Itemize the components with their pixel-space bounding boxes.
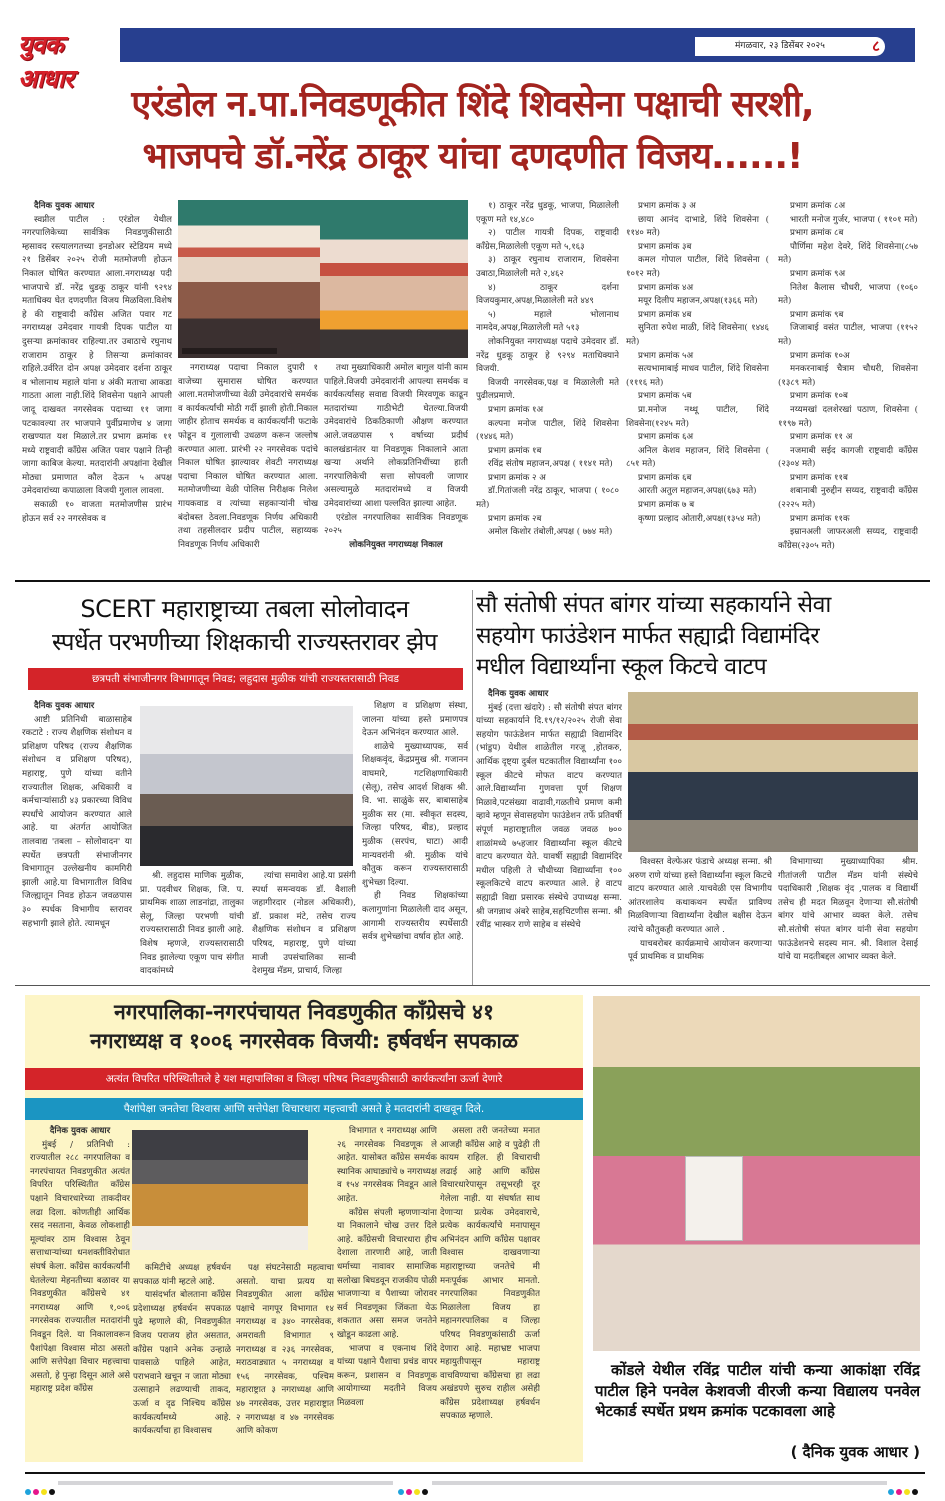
paragraph: सत्यभामाबाई माधव पाटील, शिंदे शिवसेना (१११६ मते) (626, 364, 769, 388)
paragraph: प्रभाग क्रमांक ७ ब (638, 500, 695, 511)
paragraph: १) ठाकूर नरेंद्र धुडकू, भाजपा, मिळालेली एकूण मते १४,४८० (476, 201, 619, 225)
paragraph: स्वप्नील पाटील : एरंडोल येथील नगरपालिकेच्या सार्वत्रिक निवडणुकीसाठी म्हसावद रस्त्यालगतच्या इनडोअर स्टेडियम मध्ये २१ डिसेंबर २०२५ रोजी मतमोजणी होऊन निकाल घोषित करण्यात आला.नगराध्यक्ष पदी भाजपाचे डॉ. नरेंद्र धुडकू ठाकूर यांनी ९२९४ मताधिक्य घेत दणदणीत विजय मिळविला.विशेष हे की राष्ट्रवादी काँग्रेस अजित पवार गट नगराध्यक्ष उमेदवार गायत्री दिपक पाटील या दुसऱ्या क्रमांकावर राहिल्या.तर उबाठाचे रघुनाथ राजाराम ठाकूर हे तिसऱ्या क्रमांकावर राहिले.उर्वरित दोन अपक्ष उमेदवार दर्शना ठाकूर व भोलानाथ महाले यांना ४ अंकी मताचा आकडा गाठता आला नाही.शिंदे शिवसेना पक्षाने आपली जादू दाखवत नगरसेवक पदाच्या ११ जागा पटकावल्या तर भाजपाने पुर्वीप्रमाणेच ४ जागा राखण्यात यश मिळाले.तर प्रभाग क्रमांक ११ मध्ये राष्ट्रवादी काँग्रेस अजित पवार पक्षाने तिन्ही जागा काबिज केल्या. मतदारांनी अपक्षांना देखील मोठ्या प्रमाणात कौल देऊन ५ अपक्ष उमेदवारांच्या कपाळाला विजयी गुलाल लावला. (22, 214, 172, 497)
scert-column-1 (22, 700, 132, 980)
congress-headline-line1: नगरपालिका-नगरपंचायत निवडणुकीत काँग्रेसचे ४१ (114, 1000, 494, 1024)
subheading: लोकनियुक्त नगराध्यक्ष निकाल (349, 539, 443, 550)
paragraph: प्रभाग क्रमांक ४ब (638, 309, 692, 320)
paragraph: कमिटीचे अध्यक्ष हर्षवर्धन सपकाळ यांनी म्हटले आहे. (133, 1263, 231, 1287)
byline: दैनिक युवक आधार (34, 701, 95, 711)
kits-headline-line1: सौ संतोषी संपत बांगर यांच्या सहकार्याने सेवा (476, 592, 831, 618)
paragraph: आष्टी प्रतिनिधी बाळासाहेब रकटाटे : राज्य शैक्षणिक संशोधन व प्रशिक्षण परिषद (राज्य शैक्षणिक संशोधन व प्रशिक्षण परिषद), महाराष्ट्र, पुणे यांच्या वतीने राज्यातील शिक्षक, अधिकारी व कर्मचाऱ्यांसाठी ४३ प्रकारच्या विविध स्पर्धांचे आयोजन करण्यात आले आहे. या अंतर्गत आयोजित तालवाद्य 'तबला – सोलोवादन' या स्पर्धेत छत्रपती संभाजीनगर विभागातून उल्लेखनीय कामगिरी झाली आहे.या विभागातील विविध जिल्ह्यातून निवड होऊन जवळपास ३० स्पर्धक विभागीय स्तरावर सहभागी झाले होते. त्यामधून (22, 714, 132, 929)
paragraph: २) पाटील गायत्री दिपक, राष्ट्रवादी काँग्रेस,मिळालेली एकूण मते ५,१६३ (476, 228, 619, 252)
registration-marks-middle (398, 1480, 430, 1499)
congress-photo-speaker (132, 1130, 308, 1250)
paragraph: लोकनियुक्त नगराध्यक्ष पदाचे उमेदवार डॉ. नरेंद्र धुडकू ठाकूर हे ९२९४ मताधिक्याने विजयी. (476, 336, 619, 375)
black-dot-icon (49, 1489, 55, 1495)
paragraph: प्रभाग क्रमांक ११ब (790, 472, 848, 483)
paragraph: कल्पना मनोज पाटील, शिंदे शिवसेना (१४४६ मते) (476, 418, 619, 443)
congress-headline-line2: नगराध्यक्ष व १००६ नगरसेवक विजयी: हर्षवर्धन सपकाळ (90, 1029, 518, 1053)
award-photo (593, 996, 920, 1351)
paragraph: यासंदर्भात बोलताना काँग्रेस प्रदेशाध्यक्ष हर्षवर्धन सपकाळ पुढे म्हणाले की, निवडणुकीत विजय पराजय होत असतात, काँग्रेस पक्षाने अनेक उन्हाळे पावसाळे पाहिले आहेत, पराभवाने खचून न जाता मोठ्या उत्साहाने लढण्याची ताकद, ऊर्जा व दृढ निश्चिय काँग्रेस कार्यकर्त्यांमध्ये आहे. कार्यकर्त्यांचा हा विश्वासच (133, 1290, 231, 1437)
paragraph: कमल गोपाल पाटील, शिंदे शिवसेना ( १०१२ मते) (626, 255, 769, 279)
black-dot-icon (912, 1489, 918, 1495)
paragraph: प्रभाग क्रमांक ५ब (638, 391, 692, 402)
paragraph: प्रभाग क्रमांक १०ब (790, 391, 848, 402)
kits-column-3: विभागाच्या मुख्याध्यापिका श्रीम. गीतांजली पाटील मॅडम यांनी संस्थेचे पदाधिकारी ,शिक्षक वृंद ,पालक व विद्यार्थी तसेच ही मदत मिळवून देणाऱ्या सौ.संतोषी बांगर यांचे आभार व्यक्त केले. तसेच सौ.संतोषी संपत बांगर यांनी सेवा सहयोग फाऊंडेशनचे सदस्य मान. श्री. विशाल देसाई यांचे या मदतीबद्दल आभार व्यक्त केले. (778, 857, 918, 963)
paragraph: याचबरोबर कार्यक्रमाचे आयोजन करणाऱ्या पूर्व प्राथमिक व प्राथमिक (628, 938, 772, 963)
paragraph: सकाळी १० वाजता मतमोजणीस प्रारंभ होऊन सर्व २२ नगरसेवक व (22, 500, 172, 524)
paragraph: प्रभाग क्रमांक ३ब (638, 241, 692, 252)
paragraph: सुनिता रुपेश माळी, शिंदे शिवसेना( १४४६ मते) (626, 323, 769, 347)
paragraph: ५) महाले भोलानाथ नामदेव,अपक्ष,मिळालेली मते ५१३ (476, 309, 619, 334)
paragraph: शाळेचे मुख्याध्यापक, सर्व शिक्षकवृंद, केंद्रप्रमुख श्री. गजानन वाघमारे, गटशिक्षणाधिकारी (सेलू), तसेच आदर्श शिक्षक श्री. वि. भा. साळुंके सर, बाबासाहेब मुळीक सर (मा. स्वीकृत सदस्य, जिल्हा परिषद, बीड), प्रल्हाद मुळीक (सरपंच, घाटा) आदी मान्यवरांनी श्री. मुळीक यांचे कौतुक करून राज्यस्तरासाठी शुभेच्छा दिल्या. (362, 741, 468, 888)
scert-column-2: श्री. लहुदास माणिक मुळीक, प्रा. पदवीधर शिक्षक, जि. प. प्राथमिक शाळा लाडनांद्रा, तालुका सेलू, जिल्हा परभणी यांची राज्यस्तरासाठी निवड झाली आहे. विशेष म्हणजे, राज्यस्तरासाठी निवड झालेल्या एकूण पाच संगीत वादकांमध्ये (140, 871, 244, 977)
kits-column-2 (628, 856, 772, 980)
paragraph: विभागात १ नगराध्यक्ष आणि २६ नगरसेवक निवडणूक ले आहेत. यासोबत काँग्रेस समर्थक स्थानिक आघाड्यांचे ७ नगराध्यक्ष व १५४ नगरसेवक निवडून आले आहेत. (337, 1126, 437, 1204)
paragraph: प्रभाग क्रमांक ८ब (790, 228, 844, 239)
scert-subhead-bar: छत्रपती संभाजीनगर विभागातून निवड; लहुदास मुळीक यांची राज्यस्तरासाठी निवड (28, 668, 463, 690)
paragraph: भाजपा व एकनाथ शिंदे यांच्या पक्षाने पैशाचा प्रचंड वापर करून, प्रशासन व निवडणूक आयोगाच्या मदतीने विजय मिळवला (337, 1343, 437, 1408)
cyan-dot-icon (25, 1489, 31, 1495)
cyan-dot-icon (888, 1489, 894, 1495)
footer-bar-left (58, 1481, 393, 1485)
paragraph: आरती अतुल महाजन,अपक्ष(६७३ मते) (638, 486, 757, 497)
yellow-dot-icon (904, 1489, 910, 1495)
paragraph: पौर्णिमा महेश देवरे, शिंदे शिवसेना(८५७ मते) (778, 241, 918, 266)
paragraph: विजयी नगरसेवक,पक्ष व मिळालेली मते पुढीलप्रमाणे. (476, 377, 619, 402)
byline: दैनिक युवक आधार (488, 689, 549, 699)
lead-results-column-3 (778, 200, 918, 575)
lead-column-1 (22, 200, 172, 575)
congress-column-5: असला तरी जनतेच्या मनात आजही काँग्रेस आहे व पुढेही ती कायम राहिल. ही विचाराची लढाई आहे आणि काँग्रेस विचारधारेपासून तसूभरही दूर गेलेला नाही. या संघर्षात साथ देणाऱ्या प्रत्येक उमेदवाराचे, प्रत्येक कार्यकर्त्यांचे मनापासून अभिनंदन आणि काँग्रेस पक्षावर विश्वास दाखवणाऱ्या महाराष्ट्राच्या जनतेचे मी मनःपूर्वक आभार मानतो. नगरपालिका निवडणुकीत मिळालेला विजय हा महानगरपालिका व जिल्हा परिषद निवडणुकांसाठी ऊर्जा देणारा आहे. महाभ्रष्ट भाजपा महायुतीपासून महाराष्ट्र वाचविण्याचा काँग्रेसचा हा लढा अखंडपणे सुरुच राहील असेही काँग्रेस प्रदेशाध्यक्ष हर्षवर्धन सपकाळ म्हणाले. (440, 1126, 540, 1422)
byline: दैनिक युवक आधार (34, 201, 95, 211)
cyan-dot-icon (398, 1489, 404, 1495)
subheading: दैनिक युवक आधार (49, 1126, 111, 1136)
lead-column-2: नगराध्यक्ष पदाचा निकाल दुपारी १ वाजेच्या सुमारास घोषित करण्यात आला.मतमोजणीच्या वेळी उमेदवारांचे समर्थक व कार्यकर्त्यांची मोठी गर्दी झाली होती.निकाल जाहीर होताच समर्थक व कार्यकर्त्यांनी फटाके फोडून व गुलालाची उधळण करून जल्लोष करण्यात आला. प्रारंभी २२ नगरसेवक पदांचे निकाल घोषित झाल्यावर शेवटी नगराध्यक्ष पदाचा निकाल घोषित करण्यात आला. मतमोजणीच्या वेळी पोलिस निरीक्षक निलेश गायकवाड व त्यांच्या सहकाऱ्यांनी चोख बंदोबस्त ठेवला.निवडणूक निर्णय अधिकारी तथा तहसीलदार प्रदीप पाटील, सहाय्यक निवडणूक निर्णय अधिकारी (178, 363, 318, 550)
paragraph: नितेश कैलास चौधरी, भाजपा (१०६० मते) (778, 282, 918, 307)
congress-column-3: पक्ष संघटनेसाठी महत्वाचा असतो. याचा प्रत्यय या निवडणुकीत आला काँग्रेस पक्षाचे नागपूर विभागात १४ नगराध्यक्ष व ३४० नगरसेवक, अमरावती विभागात ९ नगराध्यक्ष व २३६ नगरसेवक, मराठवाड्यात ५ नगराध्यक्ष व १५६ नगरसेवक, पश्चिम महाराष्ट्रात ३ नगराध्यक्ष आणि ४७ नगरसेवक, उत्तर महाराष्ट्रात २ नगराध्यक्ष व ४७ नगरसेवक आणि कोकण (236, 1263, 334, 1437)
registration-marks-left (25, 1480, 57, 1499)
congress-blue-subhead: पैशांपेक्षा जनतेचा विश्वास आणि सत्तेपेक्षा विचारधारा महत्त्वाची असते हे मतदारांनी दाखवून दिले. (25, 1098, 583, 1120)
lead-results-column-1 (476, 200, 619, 575)
paragraph: प्रभाग क्रमांक ११क (790, 513, 850, 524)
paragraph: प्रभाग क्रमांक ११ अ (790, 432, 853, 443)
congress-column-4 (337, 1125, 437, 1457)
paragraph: ही निवड शिक्षकांच्या कलागुणांना मिळालेली दाद असून, आगामी राज्यस्तरीय स्पर्धेसाठी सर्वत्र शुभेच्छांचा वर्षाव होत आहे. (362, 891, 468, 943)
newspaper-logo: युवक आधार (15, 28, 120, 62)
paragraph: शबानाबी नुरुद्दीन सय्यद, राष्ट्रवादी काँग्रेस (२२२५ मते) (778, 486, 918, 511)
magenta-dot-icon (896, 1489, 902, 1495)
lead-headline-line2: भाजपचे डॉ.नरेंद्र ठाकूर यांचा दणदणीत विजय......! (142, 136, 803, 177)
paragraph: मुंबई / प्रतिनिधी : राज्यातील २८८ नगरपालिका व नगरपंचायत निवडणुकीत अत्यंत विपरित परिस्थितीत काँग्रेस पक्षाने विचारधारेच्या ताकदीवर लढा दिला. कोणतीही आर्थिक रसद नसताना, केवळ लोकशाही मूल्यांवर ठाम विश्वास ठेवून सत्ताधाऱ्यांच्या धनशक्तीविरोधात संघर्ष केला. काँग्रेस कार्यकर्त्यांनी घेतलेल्या मेहनतीच्या बळावर या निवडणुकीत काँग्रेसचे ४१ नगराध्यक्ष आणि १,००६ नगरसेवक राज्यातील मतदारांनी निवडून दिले. या निकालावरून पैशांपेक्षा विश्वास मोठा असतो आणि सत्तेपेक्षा विचार महत्त्वाचा असतो, हे पुन्हा दिसून आले असे महाराष्ट्र प्रदेश काँग्रेस (30, 1139, 130, 1395)
scert-photo (140, 706, 353, 866)
registration-marks-right (888, 1480, 920, 1499)
footer-rule (25, 1472, 925, 1474)
kits-column-1 (476, 688, 622, 980)
award-photo-credit: ( दैनिक युवक आधार ) (790, 1443, 920, 1461)
paragraph: ४) ठाकूर दर्शना विजयकुमार,अपक्ष,मिळालेली मते ४४९ (476, 282, 619, 307)
paragraph: प्रभाग क्रमांक १अ (488, 404, 544, 415)
paragraph: प्रभाग क्रमांक ६ब (638, 472, 692, 483)
congress-red-subhead: अत्यंत विपरित परिस्थितीतले हे यश महापालिका व जिल्हा परिषद निवडणुकीसाठी कार्यकर्त्यांना ऊर्जा देणारे (25, 1068, 583, 1090)
congress-column-2 (133, 1262, 231, 1457)
paragraph: कृष्णा प्रल्हाद ओतारी,अपक्ष(१३५४ मते) (638, 513, 761, 524)
paragraph: डॉ.गितांजली नरेंद्र ठाकूर, भाजपा ( १०८० मते) (476, 486, 619, 511)
paragraph: प्रभाग क्रमांक १०अ (790, 350, 850, 361)
paragraph: विश्वस्त वेल्फेअर फंडाचे अध्यक्ष सन्मा. श्री अरुण राणे यांच्या हस्ते विद्यार्थ्यांना स्कूल किटचे वाटप करण्यात आले .याचवेळी एस विभागीय आंतरशालेय कथाकथन स्पर्धेत प्राविण्य मिळविणाऱ्या विद्यार्थ्यांना देखील बक्षीस देऊन त्यांचे कौतुकही करण्यात आले . (628, 857, 772, 935)
paragraph: प्रा.मनोज नथ्थू पाटील, शिंदे शिवसेना(१२४५ मते) (626, 404, 769, 429)
section-divider (15, 985, 930, 986)
yellow-dot-icon (41, 1489, 47, 1495)
certificate-icon (685, 1156, 744, 1241)
paragraph: ३) ठाकूर रघुनाथ राजाराम, शिवसेना उबाठा,मिळालेली मते २,४६२ (476, 255, 619, 279)
paragraph: प्रभाग क्रमांक ९ब (790, 309, 844, 320)
paragraph: शिक्षण व प्रशिक्षण संस्था, जालना यांच्या हस्ते प्रमाणपत्र देऊन अभिनंदन करण्यात आले. (362, 701, 468, 739)
section-divider (15, 580, 930, 582)
page-number: ८ (872, 37, 880, 55)
paragraph: मनकरनाबाई चैत्राम चौधरी, शिवसेना (१३८९ मते) (778, 364, 918, 388)
magenta-dot-icon (33, 1489, 39, 1495)
paragraph: प्रभाग क्रमांक ९अ (790, 268, 846, 279)
congress-headline (25, 998, 583, 1056)
paragraph: भारती मनोज गुर्जर, भाजपा ( ११०१ मते) (790, 214, 918, 225)
paragraph: अमोल किशोर तंबोली,अपक्ष ( ७७४ मते) (488, 527, 613, 538)
paragraph: प्रभाग क्रमांक २ब (488, 513, 542, 524)
scert-headline-line2: स्पर्धेत परभणीच्या शिक्षकाची राज्यस्तरावर झेप (52, 628, 437, 656)
kits-headline-line2: सहयोग फाउंडेशन मार्फत सह्याद्री विद्यामंदिर (476, 623, 820, 649)
lead-headline-line1: एरंडोल न.पा.निवडणूकीत शिंदे शिवसेना पक्षाची सरशी, (131, 84, 814, 125)
paragraph: छाया आनंद दाभाडे, शिंदे शिवसेना ( ११४० मते) (626, 214, 769, 239)
paragraph: तथा मुख्याधिकारी अमोल बागुल यांनी काम पाहिले.विजयी उमेदवारांनी आपल्या समर्थक व कार्यकर्त्यांसह सवाद्य विजयी मिरवणूक काढून मतदारांच्या गाठीभेटी घेतल्या.विजयी उमेदवारांचे ठिकठिकाणी औक्षण करण्यात आले.जवळपास ९ वर्षाच्या प्रदीर्घ कालखंडानंतर या निवडणूक निकालाने आता खऱ्या अर्थाने लोकप्रतिनिधींच्या हाती नगरपालिकेची सत्ता सोपवली जाणार असल्यामुळे मतदारांमध्ये व विजयी उमेदवारांच्या आशा पल्लवित झाल्या आहेत. (324, 363, 468, 509)
paragraph: प्रभाग क्रमांक ४अ (638, 282, 694, 293)
paragraph: प्रभाग क्रमांक ६अ (638, 432, 694, 443)
paragraph: नजमाबी सईद कागजी राष्ट्रवादी काँग्रेस (२३०४ मते) (778, 445, 918, 470)
paragraph: इम्रानअली जाफरअली सय्यद, राष्ट्रवादी काँग्रेस(२३०५ मते) (778, 527, 918, 551)
footer-bar-right (432, 1481, 887, 1485)
lead-photo-left (178, 200, 320, 358)
scert-column-4 (362, 700, 468, 982)
magenta-dot-icon (406, 1489, 412, 1495)
yellow-dot-icon (414, 1489, 420, 1495)
paragraph: नय्यमखां दलशेरखां पठाण, शिवसेना ( ११९७ मते) (778, 404, 918, 429)
issue-date: मंगळवार, २३ डिसेंबर २०२५ (695, 37, 885, 56)
paragraph: रविंद्र संतोष महाजन,अपक्ष ( ११४१ मते) (488, 459, 613, 470)
column-rule (472, 590, 473, 985)
lead-photo-right (320, 200, 468, 358)
paragraph: मयूर दिलीप महाजन,अपक्ष(१३६६ मते) (638, 296, 758, 307)
paragraph: एरंडोल नगरपालिका सार्वत्रिक निवडणूक २०२५ (324, 512, 468, 537)
kits-headline-line3: मधील विद्यार्थ्यांना स्कूल किटचे वाटप (476, 654, 767, 680)
kits-photo (628, 692, 918, 852)
paragraph: काँग्रेस संपली म्हणणाऱ्यांना या निकालाने चोख उत्तर दिले आहे. काँग्रेसची विचारधारा हीच देशाला तारणारी आहे, जाती धर्माच्या नावावर सामाजिक सलोखा बिघडवून राजकीय पोळी भाजणाऱ्या व पैशाच्या जोरावर सर्व निवडणूका जिंकता येऊ शकतात असा समज जनतेने खोडून काढला आहे. (337, 1207, 437, 1340)
paragraph: अनिल केशव महाजन, शिंदे शिवसेना ( ८५१ मते) (626, 445, 769, 470)
lead-column-3 (324, 362, 468, 575)
scert-headline-line1: SCERT महाराष्ट्राच्या तबला सोलोवादन (80, 595, 409, 623)
paragraph: प्रभाग क्रमांक ३ अ (638, 201, 696, 211)
paragraph: जिजाबाई वसंत पाटील, भाजपा (११५२ मते) (778, 323, 918, 347)
scert-column-3: त्यांचा समावेश आहे.या प्रसंगी स्पर्धा समन्वयक डॉ. वैशाली जहागीरदार (नोडल अधिकारी), डॉ. प्रकाश मंटे, तसेच राज्य शैक्षणिक संशोधन व प्रशिक्षण परिषद, महाराष्ट्र, पुणे यांच्या माजी उपसंचालिका सान्वी देशमुख मॅडम, प्राचार्य, जिल्हा (252, 871, 356, 977)
lead-results-column-2 (626, 200, 769, 575)
congress-column-1 (30, 1125, 130, 1457)
paragraph: प्रभाग क्रमांक १ब (488, 445, 542, 456)
award-photo-caption: कोंडले येथील रविंद्र पाटील यांची कन्या आकांक्षा रविंद्र पाटील हिने पनवेल केशवजी वीरजी कन्या विद्यालय पनवेल भेटकार्ड स्पर्धेत प्रथम क्रमांक पटकावला आहे (595, 1361, 920, 1420)
paragraph: प्रभाग क्रमांक २ अ (488, 472, 546, 483)
paragraph: प्रभाग क्रमांक ५अ (638, 350, 694, 361)
paragraph: मुंबई (दत्ता खंदारे) : सौ संतोषी संपत बांगर यांच्या सहकार्याने दि.१९/१२/२०२५ रोजी सेवा सहयोग फाऊंडेशन मार्फत सह्याद्री विद्यामंदिर (भांडुप) येथील शाळेतील गरजू ,होतकरु, आर्थिक दृष्ट्या दुर्बल घटकातील विद्यार्थ्यांना १०० स्कूल कीटचे मोफत वाटप करण्यात आले.विद्यार्थ्यांना गुणवत्ता पूर्ण शिक्षण मिळावे,पटसंख्या वाढावी,गळतीचे प्रमाण कमी व्हावे म्हणून सेवासहयोग फाउंडेशन तर्फे प्रतिवर्षी संपूर्ण महाराष्ट्रातील जवळ जवळ ७०० शाळांमध्ये ७५हजार विद्यार्थ्यांना स्कूल कीटचे वाटप करण्यात येते. यावर्षी सह्याद्री विद्यामंदिर मधील पहिली ते चौथीच्या विद्यार्थ्यांना १०० स्कूलकिटचे वाटप करण्यात आले. हे वाटप सह्याद्री विद्या प्रसारक संस्थेचे उपाध्यक्ष सन्मा. श्री जगन्नाथ अंबरे साहेब,सहचिटणीस सन्मा. श्री रवींद्र भास्कर राणे साहेब व संस्थेचे (476, 702, 622, 931)
black-dot-icon (422, 1489, 428, 1495)
paragraph: प्रभाग क्रमांक ८अ (790, 201, 846, 211)
